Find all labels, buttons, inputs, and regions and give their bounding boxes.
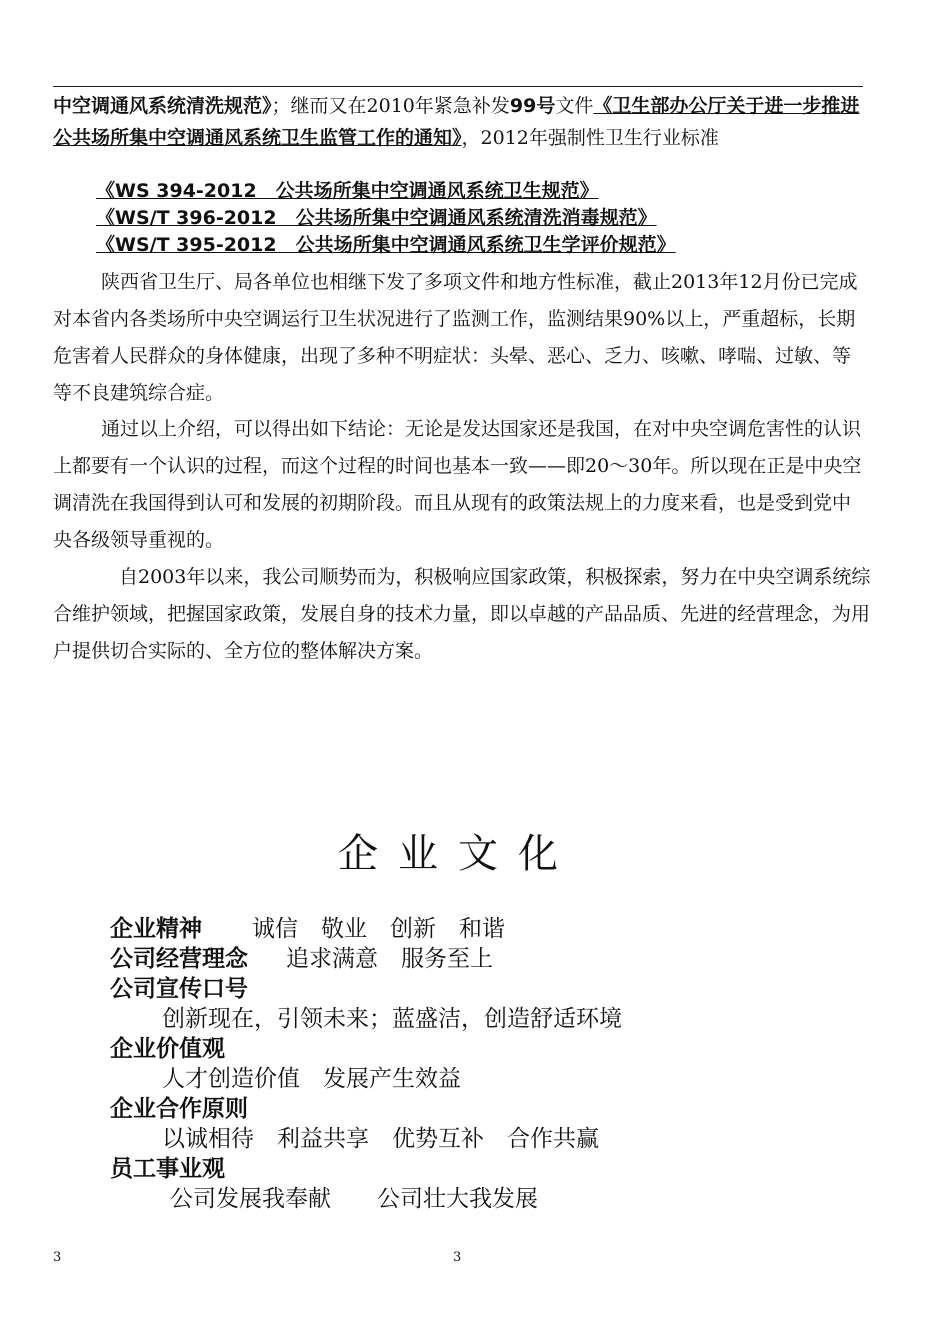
standard-ws394: 《WS 394-2012 公共场所集中空调通风系统卫生规范》 bbox=[96, 180, 599, 202]
culture-values-value: 人才创造价值 发展产生效益 bbox=[162, 1066, 461, 1092]
culture-values-label: 企业价值观 bbox=[110, 1036, 225, 1062]
intro-text-3: ，2012年强制性卫生行业标准 bbox=[461, 127, 719, 149]
culture-career-label: 员工事业观 bbox=[110, 1156, 225, 1182]
culture-cooperation-label: 企业合作原则 bbox=[110, 1096, 248, 1122]
paragraph-company: 自2003年以来，我公司顺势而为，积极响应国家政策，积极探索，努力在中央空调系统综合维护领域，把握国家政策，发展自身的技术力量，即以卓越的产品品质、先进的经营理念，为用户提供切合实际的、全方位的整体解决方案。 bbox=[53, 566, 871, 662]
paragraph-shaanxi: 陕西省卫生厅、局各单位也相继下发了多项文件和地方性标准，截止2013年12月份已完成对本省内各类场所中央空调运行卫生状况进行了监测工作，监测结果90%以上，严重超标，长期危害着人民群众的身体健康，出现了多种不明症状：头晕、恶心、乏力、咳嗽、哮喘、过敏、等等不良建筑综合症。 bbox=[53, 271, 858, 404]
paragraph-conclusion: 通过以上介绍，可以得出如下结论：无论是发达国家还是我国，在对中央空调危害性的认识上都要有一个认识的过程，而这个过程的时间也基本一致——即20～30年。所以现在正是中央空调清洗在我国得到认可和发展的初期阶段。而且从现有的政策法规上的力度来看，也是受到党中央各级领导重视的。 bbox=[53, 418, 862, 551]
page-number-center: 3 bbox=[453, 1250, 462, 1265]
intro-notice-link: 《卫生部办公厅关于进一步推进公共场所集中空调通风系统卫生监管工作的通知》 bbox=[53, 95, 860, 149]
intro-doc-name-tail: 中空调通风系统清洗规范》 bbox=[53, 95, 272, 117]
intro-text-1: ；继而又在2010年紧急补发 bbox=[271, 95, 510, 117]
standard-ws396: 《WS/T 396-2012 公共场所集中空调通风系统清洗消毒规范》 bbox=[96, 207, 657, 229]
culture-slogan-value: 创新现在，引领未来；蓝盛洁，创造舒适环境 bbox=[162, 1006, 622, 1032]
culture-slogan-label: 公司宣传口号 bbox=[110, 976, 248, 1002]
culture-cooperation-value: 以诚相待 利益共享 优势互补 合作共赢 bbox=[162, 1126, 599, 1152]
intro-text-2: 文件 bbox=[555, 95, 594, 117]
culture-career-value: 公司发展我奉献 公司壮大我发展 bbox=[170, 1186, 538, 1212]
page-number-left: 3 bbox=[53, 1250, 62, 1265]
culture-philosophy: 公司经营理念 追求满意 服务至上 bbox=[110, 946, 493, 972]
culture-title: 企业文化 bbox=[338, 831, 578, 877]
culture-spirit: 企业精神 诚信 敬业 创新 和谐 bbox=[110, 916, 505, 942]
intro-doc-number: 99号 bbox=[509, 95, 556, 117]
header-rule bbox=[53, 86, 863, 87]
standard-ws395: 《WS/T 395-2012 公共场所集中空调通风系统卫生学评价规范》 bbox=[96, 234, 676, 256]
intro-paragraph bbox=[53, 90, 873, 154]
